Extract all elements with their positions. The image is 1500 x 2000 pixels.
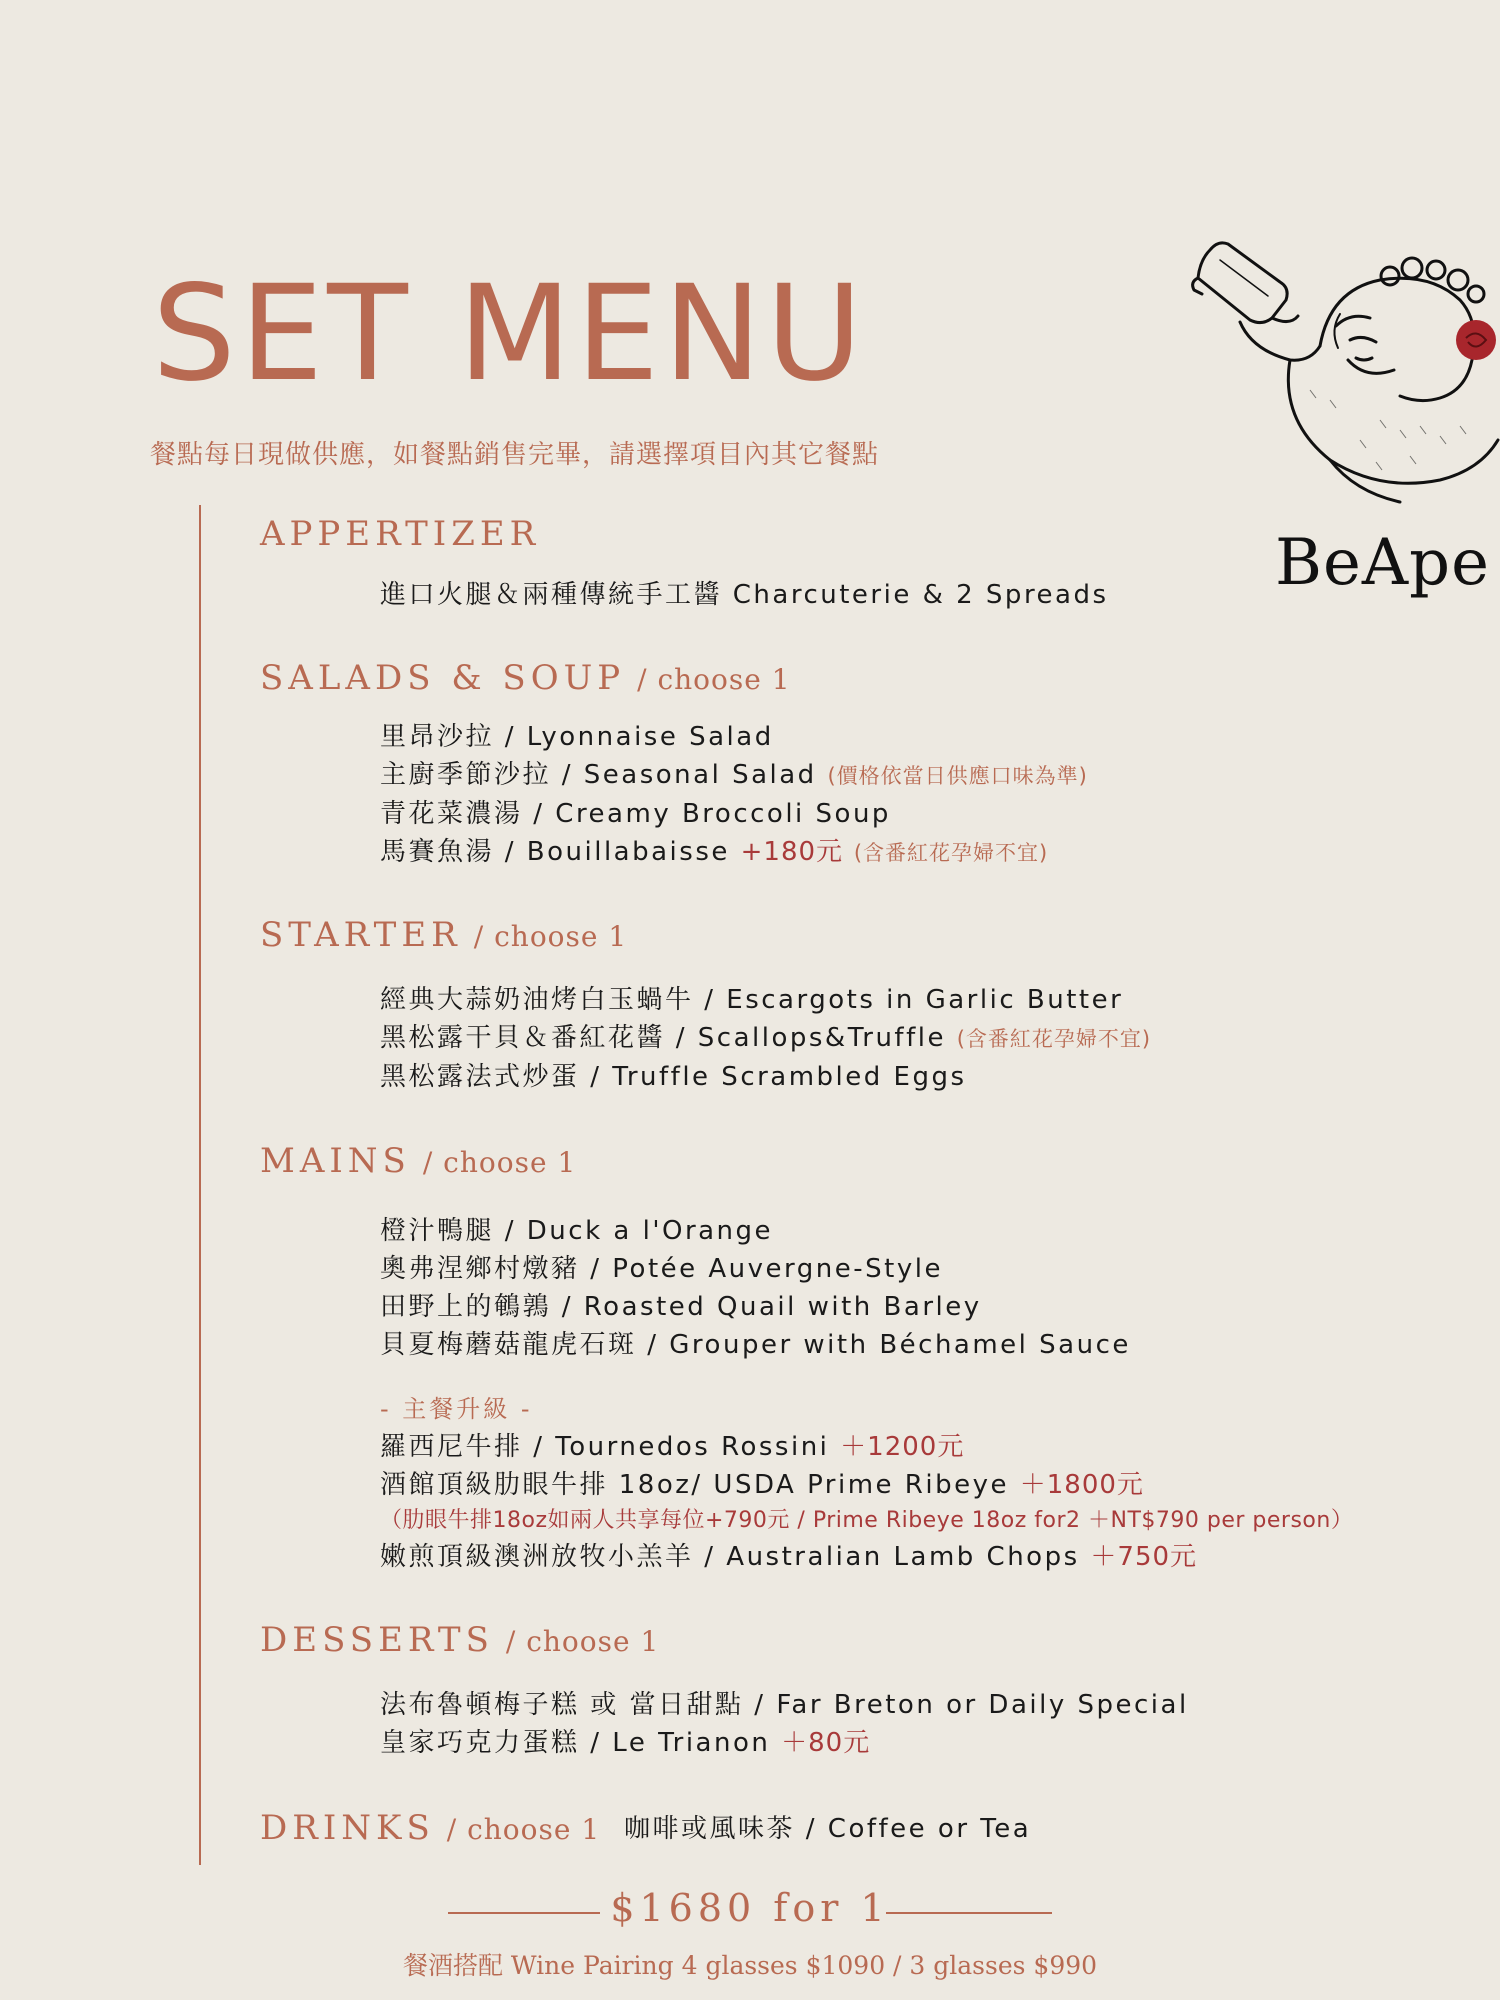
desserts-section [260, 1620, 659, 1660]
starter-items [380, 981, 1151, 1096]
menu-item: 黑松露干貝＆番紅花醬 / Scallops&Truffle (含番紅花孕婦不宜) [380, 1023, 1152, 1053]
desserts-choose: / choose 1 [505, 1625, 660, 1658]
upgrade-heading: - 主餐升級 - [380, 1395, 533, 1423]
menu-item: 青花菜濃湯 / Creamy Broccoli Soup [380, 799, 891, 829]
item-price: +180元 [740, 837, 844, 867]
menu-item: 羅西尼牛排 / Tournedos Rossini ＋1200元 [380, 1432, 965, 1462]
salads-choose: / choose 1 [637, 663, 791, 696]
item-price: ＋1800元 [1019, 1470, 1144, 1500]
drinks-heading: DRINKS [260, 1808, 435, 1848]
item-note: (含番紅花孕婦不宜) [956, 1027, 1152, 1051]
wine-pairing [0, 1946, 1500, 1982]
starter-choose: / choose 1 [473, 920, 628, 953]
section-divider-line [199, 505, 201, 1865]
menu-item: 經典大蒜奶油烤白玉蝸牛 / Escargots in Garlic Butter [380, 985, 1124, 1015]
menu-item: 酒館頂級肋眼牛排 18oz/ USDA Prime Ribeye ＋1800元 [380, 1470, 1144, 1500]
desserts-heading: DESSERTS [260, 1620, 494, 1660]
ape-logo-illustration [1180, 230, 1500, 520]
page-title: SET MENU [152, 257, 867, 411]
menu-item: 奧弗涅鄉村燉豬 / Potée Auvergne-Style [380, 1254, 943, 1284]
menu-item: 主廚季節沙拉 / Seasonal Salad (價格依當日供應口味為準) [380, 760, 1088, 790]
item-price: ＋1200元 [840, 1432, 965, 1462]
menu-item: 里昂沙拉 / Lyonnaise Salad [380, 722, 774, 752]
desserts-items [380, 1686, 1189, 1762]
wine-pairing-en: Wine Pairing 4 glasses $1090 / 3 glasses $990 [510, 1951, 1098, 1980]
menu-item: 貝夏梅蘑菇龍虎石斑 / Grouper with Béchamel Sauce [380, 1330, 1131, 1360]
menu-item: 咖啡或風味茶 / Coffee or Tea [624, 1814, 1032, 1844]
menu-item: 橙汁鴨腿 / Duck a l'Orange [380, 1216, 774, 1246]
menu-item: 田野上的鵪鶉 / Roasted Quail with Barley [380, 1292, 982, 1322]
item-note: (含番紅花孕婦不宜) [853, 841, 1049, 865]
upgrade-note: （肋眼牛排18oz如兩人共享每位+790元 / Prime Ribeye 18oz for2 ＋NT$790 per person） [380, 1508, 1354, 1533]
mains-heading: MAINS [260, 1141, 411, 1181]
appetizer-heading: APPERTIZER [260, 514, 541, 554]
menu-item: 黑松露法式炒蛋 / Truffle Scrambled Eggs [380, 1062, 967, 1092]
menu-item: 進口火腿＆兩種傳統手工醬 Charcuterie & 2 Spreads [380, 580, 1109, 610]
menu-item: 皇家巧克力蛋糕 / Le Trianon ＋80元 [380, 1728, 871, 1758]
menu-item: 馬賽魚湯 / Bouillabaisse +180元 (含番紅花孕婦不宜) [380, 837, 1049, 867]
mains-choose: / choose 1 [422, 1146, 577, 1179]
menu-item: 嫩煎頂級澳洲放牧小羔羊 / Australian Lamb Chops ＋750元 [380, 1542, 1198, 1572]
menu-notice: 餐點每日現做供應，如餐點銷售完畢，請選擇項目內其它餐點 [150, 440, 880, 470]
wine-pairing-zh: 餐酒搭配 [402, 1951, 503, 1980]
appetizer-items [380, 576, 1109, 614]
item-price: ＋80元 [781, 1728, 871, 1758]
salads-items [380, 718, 1088, 872]
appetizer-section [260, 514, 540, 554]
set-price: $1680 for 1 [610, 1886, 890, 1930]
salads-heading: SALADS & SOUP [260, 658, 626, 698]
mains-section [260, 1141, 576, 1181]
item-price: ＋750元 [1090, 1542, 1198, 1572]
mains-items [380, 1212, 1353, 1576]
drinks-section [260, 1808, 600, 1848]
starter-heading: STARTER [260, 915, 462, 955]
starter-section [260, 915, 627, 955]
item-note: (價格依當日供應口味為準) [827, 764, 1088, 788]
brand-name: BeApe [1275, 526, 1490, 600]
drinks-choose: / choose 1 [446, 1813, 601, 1846]
salads-section [260, 658, 791, 698]
menu-item: 法布魯頓梅子糕 或 當日甜點 / Far Breton or Daily Special [380, 1690, 1189, 1720]
